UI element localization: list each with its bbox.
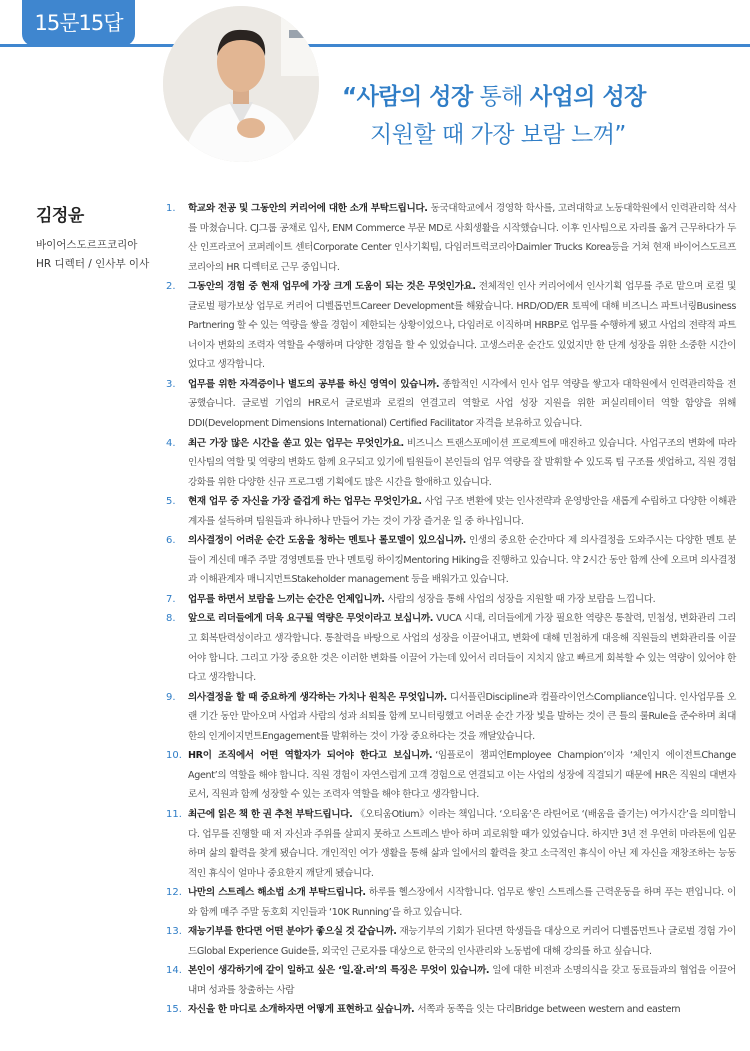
qa-item: [166, 590, 736, 610]
qa-text: [188, 492, 736, 531]
quote-line-2: 지원할 때 가장 보람 느껴”: [370, 122, 626, 148]
qa-question: 업무를 하면서 보람을 느끼는 순간은 언제입니까.: [188, 593, 385, 605]
person-role: HR 디렉터 / 인사부 이사: [36, 258, 150, 270]
qa-item: [166, 922, 736, 961]
qa-question: 의사결정을 할 때 중요하게 생각하는 가치나 원칙은 무엇입니까.: [188, 691, 447, 703]
qa-item: [166, 199, 736, 277]
qa-question: 최근 가장 많은 시간을 쏟고 있는 업무는 무엇인가요.: [188, 437, 404, 449]
quote-bold-2: 사업의 성장: [529, 84, 646, 110]
qa-item: [166, 1000, 736, 1020]
qa-number: 7.: [166, 593, 176, 605]
qa-answer: 인생의 중요한 순간마다 제 의사결정을 도와주시는 다양한 멘토 분들이 계신데 매주 주말 경영멘토를 만나 멘토링 하이킹Mentoring Hiking을 진행하고 있습니다. 약 2시간 동안 함께 산에 오르며 의사결정과 이해관계자 매니지먼트Stakeholder management 등을 배워가고 있습니다.: [188, 535, 736, 586]
qa-text: [188, 922, 736, 961]
qa-item: [166, 375, 736, 434]
qa-number: 10.: [166, 750, 182, 762]
qa-number: 14.: [166, 965, 182, 977]
qa-number: 5.: [166, 496, 176, 508]
qa-item: [166, 609, 736, 687]
qa-answer: 서쪽과 동쪽을 잇는 다리Bridge between western and eastern: [417, 1004, 681, 1016]
qa-number: 13.: [166, 926, 182, 938]
qa-item: [166, 434, 736, 493]
qa-answer: ‘임플로이 챔피언Employee Champion’이자 ‘체인지 에이전트Change Agent’의 역할을 해야 합니다. 직원 경험이 자연스럽게 고객 경험으로 연결되고 이는 사업의 성장에 직결되기 때문에 HR은 직원의 대변자로서, 직원과 함께 성장할 수 있는 조력자 역할을 해야 한다고 생각합니다.: [188, 750, 736, 801]
section-tab: 15문15답: [22, 0, 135, 46]
qa-question: 나만의 스트레스 해소법 소개 부탁드립니다.: [188, 887, 366, 899]
header-rule: [0, 44, 750, 47]
qa-answer: 비즈니스 트랜스포메이션 프로젝트에 매진하고 있습니다. 사업구조의 변화에 따라 인사팀의 역할 및 역량의 변화도 함께 요구되고 있기에 팀원들이 본인들의 업무 역량을 잘 발휘할 수 있도록 팀 구조를 셋업하고, 직원 경험 강화를 위한 다양한 신규 프로그램 기획에도 많은 시간을 할애하고 있습니다.: [188, 437, 737, 488]
qa-number: 9.: [166, 691, 176, 703]
qa-item: [166, 805, 736, 883]
qa-number: 8.: [166, 613, 176, 625]
qa-text: [188, 883, 736, 922]
qa-number: 2.: [166, 281, 176, 293]
qa-text: [188, 688, 736, 747]
qa-answer: 사업 구조 변환에 맞는 인사전략과 운영방안을 새롭게 수립하고 다양한 이해관계자를 설득하며 팀원들과 하나하나 만들어 가는 것이 가장 즐거운 일 중 하나입니다.: [188, 496, 736, 527]
qa-item: [166, 883, 736, 922]
quote-bold-1: “사람의 성장: [342, 84, 473, 110]
qa-item: [166, 688, 736, 747]
qa-number: 1.: [166, 203, 176, 214]
qa-answer: 《오티움Otium》이라는 책입니다. ‘오티움’은 라틴어로 ‘(배움을 즐기는) 여가시간’을 의미합니다. 업무를 진행할 때 저 자신과 주위를 살피지 못하고 스트레스 받아 하며 괴로워할 때가 있었습니다. 하지만 3년 전 우연히 마라톤에 입문하며 삶의 활력을 찾게 됐습니다. 개인적인 여가 생활을 통해 삶과 일에서의 활력을 찾고 소극적인 휴식이 아닌 제 자신을 재창조하는 능동적인 휴식이 얼마나 중요한지 깨닫게 됐습니다.: [188, 808, 736, 879]
qa-answer: 일에 대한 비전과 소명의식을 갖고 동료들과의 협업을 이끌어내며 성과를 창출하는 사람: [188, 965, 736, 996]
qa-question: 현재 업무 중 자신을 가장 즐겁게 하는 업무는 무엇인가요.: [188, 496, 422, 508]
qa-text: [188, 805, 736, 883]
qa-question: 재능기부를 한다면 어떤 분야가 좋으실 것 같습니까.: [188, 926, 397, 938]
qa-question: 본인이 생각하기에 같이 일하고 싶은 ‘일.잘.러’의 특징은 무엇이 있습니까.: [188, 965, 490, 977]
qa-text: [188, 609, 736, 687]
qa-item: [166, 531, 736, 590]
qa-question: 의사결정이 어려운 순간 도움을 청하는 멘토나 롤모델이 있으십니까.: [188, 535, 466, 547]
qa-question: 자신을 한 마디로 소개하자면 어떻게 표현하고 싶습니까.: [188, 1004, 415, 1016]
qa-answer: 전체적인 인사 커리어에서 인사기획 업무를 주로 맡으며 로컬 및 글로벌 평가보상 업무로 커리어 디벨롭먼트Career Development를 해왔습니다. HRD/OD/ER 토픽에 대해 비즈니스 파트너링Business Partnering 할 수 있는 역량을 쌓을 경험이 제한되는 상황이었으나, 다임러로 이직하며 HRBP로 업무를 수행하게 됐고 사업의 전략적 파트너이자 변화의 조력자 역할을 수행하며 다양한 경험을 할 수 있었습니다. 고생스러운 순간도 있었지만 한 단계 성장을 위한 소중한 시간이었다고 생각합니다.: [188, 281, 737, 371]
qa-text: [188, 746, 736, 805]
qa-text: [188, 277, 736, 375]
qa-question: 최근에 읽은 책 한 권 추천 부탁드립니다.: [188, 808, 353, 820]
qa-item: [166, 746, 736, 805]
qa-number: 15.: [166, 1004, 182, 1016]
qa-item: [166, 961, 736, 1000]
portrait-photo: [163, 6, 319, 162]
qa-answer: VUCA 시대, 리더들에게 가장 필요한 역량은 통찰력, 민첩성, 변화관리 그리고 회복탄력성이라고 생각합니다. 통찰력을 바탕으로 사업의 성장을 이끌어내고, 변화에 대해 민첩하게 대응해 직원들의 변화관리를 이끌어야 합니다. 그리고 가장 중요한 것은 이러한 변화를 이끌어 가는데 있어서 리더들이 지치지 않고 빠르게 회복할 수 있는 역량이 있어야 한다고 생각합니다.: [188, 613, 736, 684]
person-name: 김정윤: [36, 206, 84, 226]
qa-item: [166, 492, 736, 531]
qa-answer: 종합적인 시각에서 인사 업무 역량을 쌓고자 대학원에서 인력관리학을 전공했습니다. 글로벌 기업의 HR로서 글로벌과 로컬의 연결고리 역할로 사업 성장 지원을 위한 퍼실리테이터 역할 함양을 위해 DDI(Development Dimensions International) Certified Facilitator 자격을 보유하고 있습니다.: [188, 378, 736, 430]
qa-answer: 하루를 헬스장에서 시작합니다. 업무로 쌓인 스트레스를 근력운동을 하며 푸는 편입니다. 이와 함께 매주 주말 동호회 지인들과 ‘10K Running’을 하고 있습니다.: [188, 887, 736, 918]
qa-number: 6.: [166, 535, 176, 547]
qa-item: [166, 277, 736, 375]
pull-quote: [342, 78, 742, 154]
qa-answer: 재능기부의 기회가 된다면 학생들을 대상으로 커리어 디벨롭먼트나 글로벌 경험 가이드Global Experience Guide를, 외국인 근로자를 대상으로 한국의 인사관리와 노동법에 대해 강의를 하고 싶습니다.: [188, 926, 736, 957]
qa-text: [188, 375, 736, 434]
qa-text: [188, 961, 736, 1000]
qa-number: 3.: [166, 378, 176, 390]
qa-list: [166, 199, 736, 1020]
qa-question: 앞으로 리더들에게 더욱 요구될 역량은 무엇이라고 보십니까.: [188, 613, 434, 625]
qa-answer: 동국대학교에서 경영학 학사를, 고려대학교 노동대학원에서 인력관리학 석사를 마쳤습니다. CJ그룹 공채로 입사, ENM Commerce 부문 MD로 사회생활을 시작했습니다. 이후 인사팀으로 자리를 옮겨 근무하다가 두산 인프라코어 코퍼레이트 센터Corporate Center 인사기획팀, 다임러트럭코리아Daimler Trucks Korea등을 거쳐 현재 바이어스도르프코리아의 HR 디렉터로 근무 중입니다.: [188, 203, 736, 273]
qa-text: [188, 199, 736, 277]
qa-text: [188, 531, 736, 590]
qa-question: 학교와 전공 및 그동안의 커리어에 대한 소개 부탁드립니다.: [188, 203, 428, 214]
qa-answer: 디서플린Discipline과 컴플라이언스Compliance입니다. 인사업무를 오랜 기간 동안 맡아오며 사업과 사람의 성과 쇠퇴를 함께 모니터링했고 어려운 순간 가장 빛을 발하는 것이 큰 틀의 룰Rule을 준수하며 최대한의 인게이지먼트Engagement를 발휘하는 것이 가장 중요하다는 것을 깨달았습니다.: [188, 691, 736, 742]
qa-question: HR이 조직에서 어떤 역할자가 되어야 한다고 보십니까.: [188, 750, 433, 762]
qa-text: [188, 434, 736, 493]
qa-answer: 사람의 성장을 통해 사업의 성장을 지원할 때 가장 보람을 느낍니다.: [387, 593, 656, 605]
qa-number: 4.: [166, 437, 176, 449]
qa-number: 12.: [166, 887, 182, 899]
qa-text: [188, 1000, 736, 1020]
quote-text-1: 통해: [472, 84, 530, 110]
qa-text: [188, 590, 736, 610]
qa-number: 11.: [166, 808, 182, 820]
qa-question: 그동안의 경험 중 현재 업무에 가장 크게 도움이 되는 것은 무엇인가요.: [188, 281, 476, 293]
person-info: [36, 201, 176, 274]
qa-question: 업무를 위한 자격증이나 별도의 공부를 하신 영역이 있습니까.: [188, 378, 440, 390]
person-organization: 바이어스도르프코리아: [36, 239, 138, 251]
